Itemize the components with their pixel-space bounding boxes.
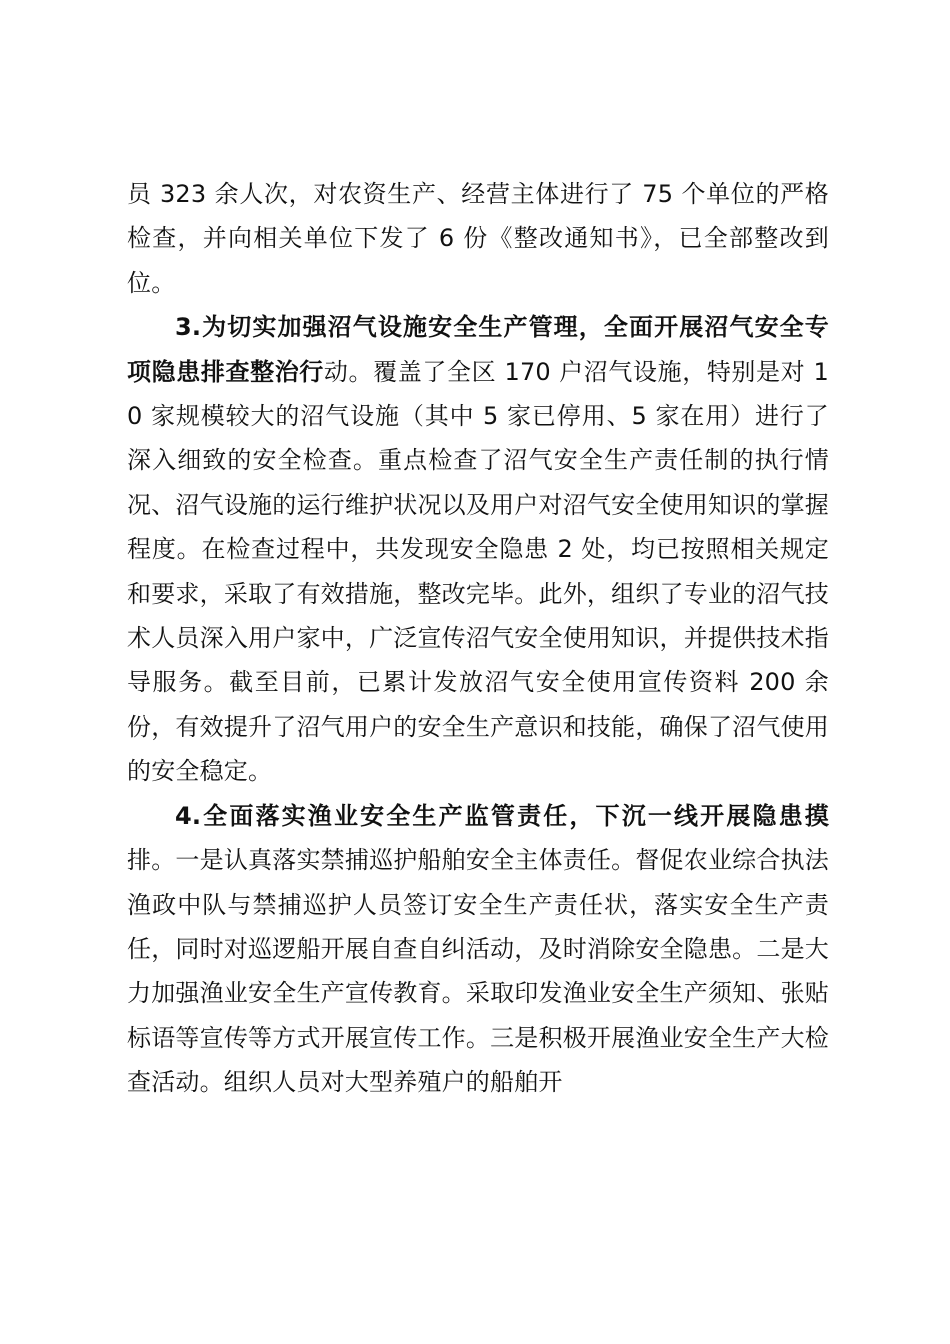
paragraph-biogas-safety xyxy=(127,305,829,793)
paragraph-continuation xyxy=(127,172,829,305)
paragraph-text: 动。覆盖了全区 170 户沼气设施，特别是对 10 家规模较大的沼气设施（其中 5 家已停用、5 家在用）进行了深入细致的安全检查。重点检查了沼气安全生产责任制的执行情况、沼气设施的运行维护状况以及用户对沼气安全使用知识的掌握程度。在检查过程中，共发现安全隐患 2 处，均已按照相关规定和要求，采取了有效措施，整改完毕。此外，组织了专业的沼气技术人员深入用户家中，广泛宣传沼气安全使用知识，并提供技术指导服务。截至目前，已累计发放沼气安全使用宣传资料 200 余份，有效提升了沼气用户的安全生产意识和技能，确保了沼气使用的安全稳定。 xyxy=(127,357,829,786)
paragraph-fishery-safety xyxy=(127,794,829,1105)
paragraph-heading: 4.全面落实渔业安全生产监管责任，下沉一线开展隐患摸 xyxy=(175,801,829,830)
paragraph-text: 员 323 余人次，对农资生产、经营主体进行了 75 个单位的严格检查，并向相关单位下发了 6 份《整改通知书》，已全部整改到位。 xyxy=(127,180,829,297)
paragraph-heading: 3.为切实加强沼气设施安全生产管理，全面开展沼气安全专项隐患排查整治行 xyxy=(127,313,829,386)
paragraph-text: 排。一是认真落实禁捕巡护船舶安全主体责任。督促农业综合执法渔政中队与禁捕巡护人员签订安全生产责任状，落实安全生产责任，同时对巡逻船开展自查自纠活动，及时消除安全隐患。二是大力加强渔业安全生产宣传教育。采取印发渔业安全生产须知、张贴标语等宣传等方式开展宣传工作。三是积极开展渔业安全生产大检查活动。组织人员对大型养殖户的船舶开 xyxy=(127,846,829,1097)
document-body xyxy=(127,172,829,1105)
